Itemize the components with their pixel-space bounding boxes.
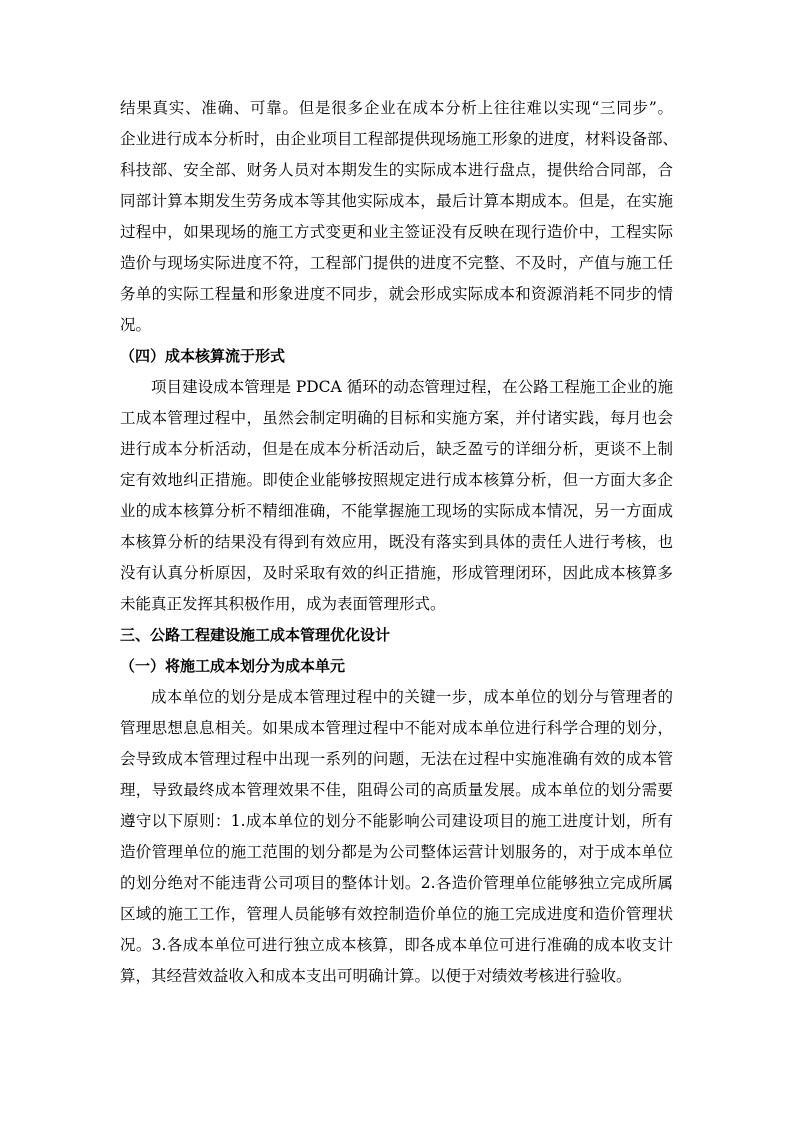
paragraph-line: 工成本管理过程中，虽然会制定明确的目标和实施方案，并付诸实践，每月也会 xyxy=(120,409,673,427)
paragraph-line: 理，导致最终成本管理效果不佳，阻碍公司的高质量发展。成本单位的划分需要 xyxy=(120,781,673,799)
paragraph-line: 遵守以下原则：1.成本单位的划分不能影响公司建设项目的施工进度计划，所有 xyxy=(120,812,673,830)
paragraph-line: 区域的施工工作，管理人员能够有效控制造价单位的施工完成进度和造价管理状 xyxy=(120,905,673,923)
paragraph-line: 科技部、安全部、财务人员对本期发生的实际成本进行盘点，提供给合同部，合 xyxy=(120,161,673,179)
section-heading: （一）将施工成本划分为成本单元 xyxy=(120,657,346,675)
paragraph-line: 算，其经营效益收入和成本支出可明确计算。以便于对绩效考核进行验收。 xyxy=(120,967,632,985)
paragraph-line: 企业进行成本分析时，由企业项目工程部提供现场施工形象的进度，材料设备部、 xyxy=(120,130,679,148)
paragraph-line: 的划分绝对不能违背公司项目的整体计划。2.各造价管理单位能够独立完成所属 xyxy=(120,874,673,892)
paragraph-line: 同部计算本期发生劳务成本等其他实际成本，最后计算本期成本。但是，在实施 xyxy=(120,192,673,210)
paragraph-line: 业的成本核算分析不精细准确，不能掌握施工现场的实际成本情况，另一方面成 xyxy=(120,502,673,520)
paragraph-line: 况。 xyxy=(120,316,152,334)
paragraph-line: 成本单位的划分是成本管理过程中的关键一步，成本单位的划分与管理者的 xyxy=(151,688,673,706)
paragraph-line: 过程中，如果现场的施工方式变更和业主签证没有反映在现行造价中，工程实际 xyxy=(120,223,673,241)
paragraph-line: 未能真正发挥其积极作用，成为表面管理形式。 xyxy=(120,595,446,613)
paragraph-line: 结果真实、准确、可靠。但是很多企业在成本分析上往往难以实现“三同步”。 xyxy=(120,99,673,117)
paragraph-line: 管理思想息息相关。如果成本管理过程中不能对成本单位进行科学合理的划分， xyxy=(120,719,673,737)
chapter-heading: 三、公路工程建设施工成本管理优化设计 xyxy=(120,626,391,644)
paragraph-line: 造价与现场实际进度不符，工程部门提供的进度不完整、不及时，产值与施工任 xyxy=(120,254,673,272)
paragraph-line: 造价管理单位的施工范围的划分都是为公司整体运营计划服务的，对于成本单位 xyxy=(120,843,673,861)
paragraph-line: 项目建设成本管理是 PDCA 循环的动态管理过程，在公路工程施工企业的施 xyxy=(151,378,673,396)
paragraph-line: 本核算分析的结果没有得到有效应用，既没有落实到具体的责任人进行考核，也 xyxy=(120,533,673,551)
paragraph-line: 定有效地纠正措施。即使企业能够按照规定进行成本核算分析，但一方面大多企 xyxy=(120,471,673,489)
paragraph-line: 进行成本分析活动，但是在成本分析活动后，缺乏盈亏的详细分析，更谈不上制 xyxy=(120,440,673,458)
paragraph-line: 会导致成本管理过程中出现一系列的问题，无法在过程中实施准确有效的成本管 xyxy=(120,750,673,768)
paragraph-line: 况。3.各成本单位可进行独立成本核算，即各成本单位可进行准确的成本收支计 xyxy=(120,936,673,954)
paragraph-line: 务单的实际工程量和形象进度不同步，就会形成实际成本和资源消耗不同步的情 xyxy=(120,285,673,303)
section-heading: （四）成本核算流于形式 xyxy=(120,347,286,365)
paragraph-line: 没有认真分析原因，及时采取有效的纠正措施，形成管理闭环，因此成本核算多 xyxy=(120,564,673,582)
